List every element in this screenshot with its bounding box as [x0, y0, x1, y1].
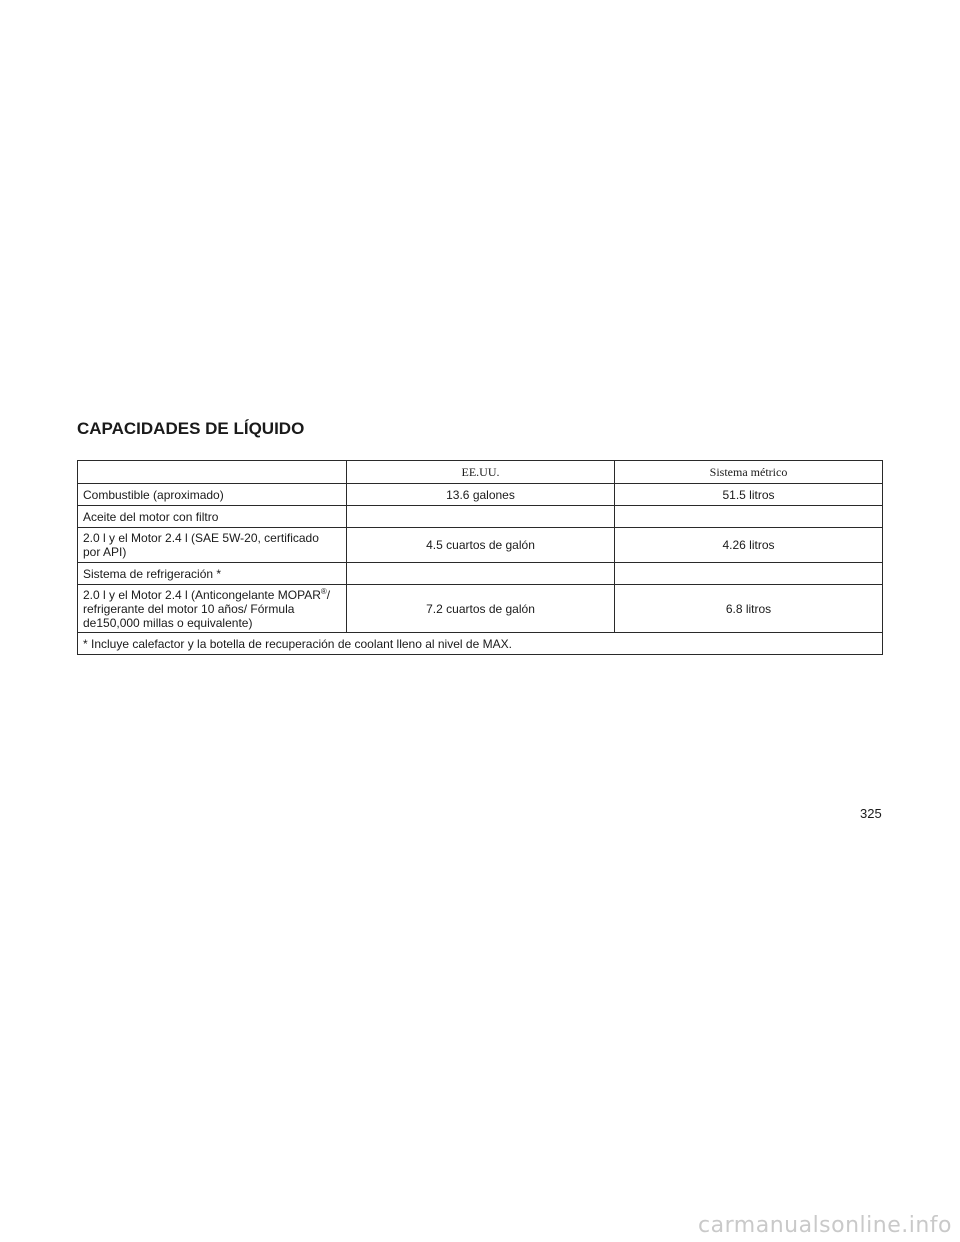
cell-us: 13.6 galones — [347, 484, 615, 506]
header-metric: Sistema métrico — [615, 461, 883, 484]
row-label-oil-engines — [78, 528, 347, 563]
row-label-coolant-engines — [78, 585, 347, 633]
cell-us — [347, 563, 615, 585]
table-header-row — [78, 461, 883, 484]
label-line: por API) — [83, 545, 127, 559]
cell-metric — [615, 563, 883, 585]
table-row — [78, 484, 883, 506]
row-label-engine-oil: Aceite del motor con filtro — [78, 506, 347, 528]
watermark: carmanualsonline.info — [698, 1213, 952, 1238]
table-row — [78, 585, 883, 633]
row-label-cooling-system: Sistema de refrigeración * — [78, 563, 347, 585]
label-line: refrigerante del motor 10 años/ Fórmula — [83, 601, 295, 616]
table-row — [78, 506, 883, 528]
registered-mark: ® — [320, 586, 327, 596]
table-row — [78, 528, 883, 563]
label-line: 2.0 l y el Motor 2.4 l (Anticongelante MOPAR — [83, 587, 321, 602]
cell-us — [347, 506, 615, 528]
fluid-capacities-table — [77, 460, 883, 655]
page-number: 325 — [860, 806, 882, 821]
cell-us: 7.2 cuartos de galón — [347, 585, 615, 633]
cell-metric: 6.8 litros — [615, 585, 883, 633]
label-line: 2.0 l y el Motor 2.4 l (SAE 5W-20, certificado — [83, 531, 319, 545]
table-row — [78, 563, 883, 585]
footnote: * Incluye calefactor y la botella de recuperación de coolant lleno al nivel de MAX. — [78, 633, 883, 655]
cell-metric: 4.26 litros — [615, 528, 883, 563]
cell-metric — [615, 506, 883, 528]
label-line-end: / — [326, 587, 331, 602]
header-blank — [78, 461, 347, 484]
cell-metric: 51.5 litros — [615, 484, 883, 506]
section-title: CAPACIDADES DE LÍQUIDO — [77, 419, 305, 438]
row-label-fuel: Combustible (aproximado) — [78, 484, 347, 506]
header-us: EE.UU. — [347, 461, 615, 484]
label-line: de150,000 millas o equivalente) — [83, 615, 253, 630]
table-footnote-row — [78, 633, 883, 655]
cell-us: 4.5 cuartos de galón — [347, 528, 615, 563]
